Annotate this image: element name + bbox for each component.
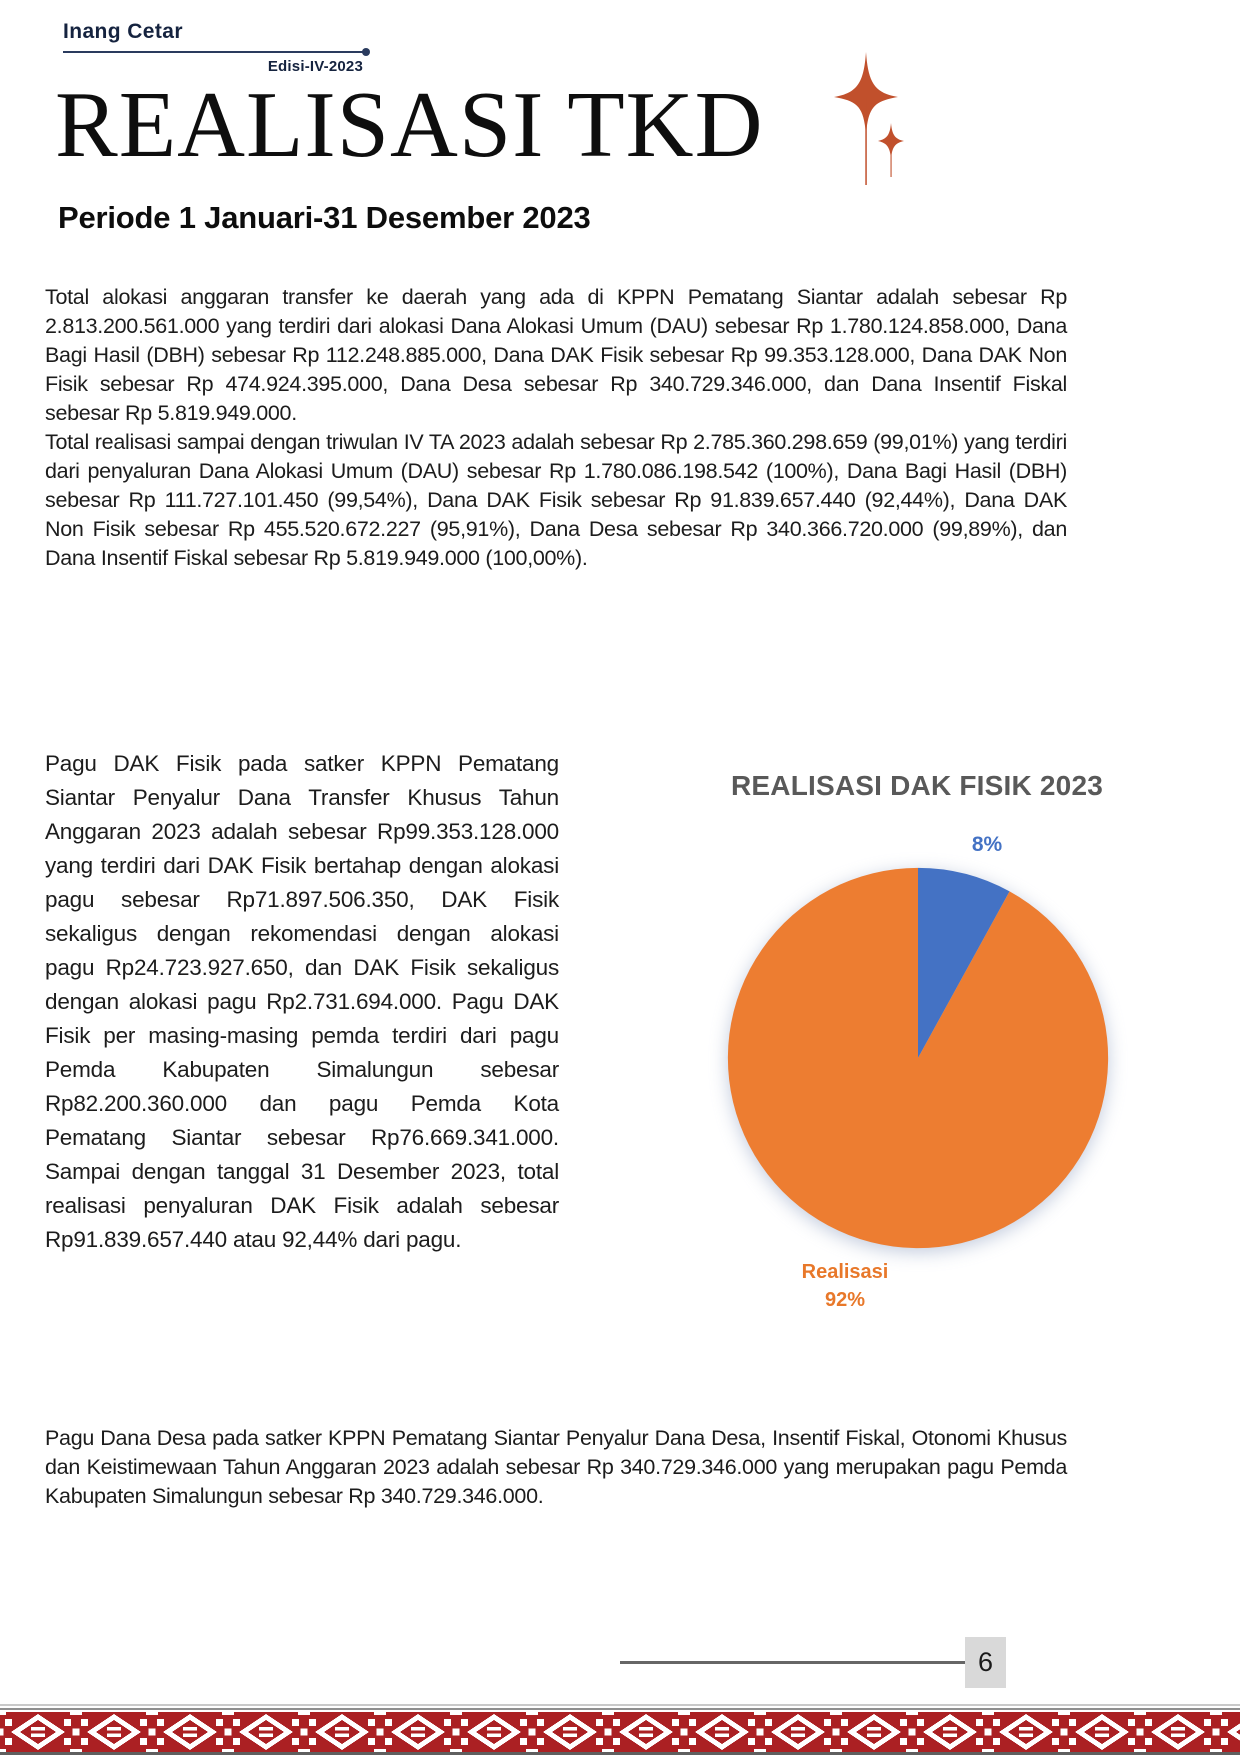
intro-section	[45, 283, 1067, 573]
footer-rule	[620, 1661, 966, 1664]
pie-chart-container	[724, 864, 1112, 1252]
pie-label-blue: 8%	[971, 833, 1003, 856]
pie-label-realisasi-line1: Realisasi	[801, 1261, 889, 1283]
dana-desa-paragraph: Pagu Dana Desa pada satker KPPN Pematang Siantar Penyalur Dana Desa, Insentif Fiskal, Otonomi Khusus dan Keistimewaan Tahun Anggaran 2023 adalah sebesar Rp 340.729.346.000 yang merupakan pagu Pemda Kabupaten Simalungun sebesar Rp 340.729.346.000.	[45, 1426, 1067, 1508]
pie-label-realisasi-line2: 92%	[824, 1289, 866, 1311]
dana-desa-section	[45, 1424, 1067, 1511]
period-subtitle: Periode 1 Januari-31 Desember 2023	[58, 200, 591, 235]
pie-label-realisasi	[790, 1258, 900, 1314]
dak-fisik-paragraph: Pagu DAK Fisik pada satker KPPN Pematang Siantar Penyalur Dana Transfer Khusus Tahun Anggaran 2023 adalah sebesar Rp99.353.128.000 yang terdiri dari DAK Fisik bertahap dengan alokasi pagu sebesar Rp71.897.506.350, DAK Fisik sekaligus dengan rekomendasi dengan alokasi pagu Rp24.723.927.650, dan DAK Fisik sekaligus dengan alokasi pagu Rp2.731.694.000. Pagu DAK Fisik per masing-masing pemda terdiri dari pagu Pemda Kabupaten Simalungun sebesar Rp82.200.360.000 dan pagu Pemda Kota Pematang Siantar sebesar Rp76.669.341.000. Sampai dengan tanggal 31 Desember 2023, total realisasi penyaluran DAK Fisik adalah sebesar Rp91.839.657.440 atau 92,44% dari pagu.	[45, 751, 559, 1252]
chart-title: REALISASI DAK FISIK 2023	[731, 770, 1103, 801]
ulos-border-band	[0, 1704, 1240, 1755]
edition-label: Edisi-IV-2023	[267, 58, 363, 75]
header-rule-dot	[362, 48, 370, 56]
ulos-pattern-icon	[0, 1712, 1240, 1752]
sparkle-icon	[820, 45, 920, 195]
header-rule	[63, 51, 364, 53]
page-number-badge	[965, 1637, 1006, 1688]
intro-paragraph-realization: Total realisasi sampai dengan triwulan IV TA 2023 adalah sebesar Rp 2.785.360.298.659 (99,01%) yang terdiri dari penyaluran Dana Alokasi Umum (DAU) sebesar Rp 1.780.086.198.542 (100%), Dana Bagi Hasil (DBH) sebesar Rp 111.727.101.450 (99,54%), Dana DAK Fisik sebesar Rp 91.839.657.440 (92,44%), Dana DAK Non Fisik sebesar Rp 455.520.672.227 (95,91%), Dana Desa sebesar Rp 340.366.720.000 (99,89%), dan Dana Insentif Fiskal sebesar Rp 5.819.949.000 (100,00%).	[45, 430, 1067, 570]
page-title: REALISASI TKD	[55, 73, 764, 177]
page-number: 6	[977, 1647, 994, 1677]
pie-chart	[724, 864, 1112, 1252]
intro-paragraph-allocation: Total alokasi anggaran transfer ke daerah yang ada di KPPN Pematang Siantar adalah sebesar Rp 2.813.200.561.000 yang terdiri dari alokasi Dana Alokasi Umum (DAU) sebesar Rp 1.780.124.858.000, Dana Bagi Hasil (DBH) sebesar Rp 112.248.885.000, Dana DAK Fisik sebesar Rp 99.353.128.000, Dana DAK Non Fisik sebesar Rp 474.924.395.000, Dana Desa sebesar Rp 340.729.346.000, dan Dana Insentif Fiskal sebesar Rp 5.819.949.000.	[45, 285, 1067, 425]
brand-title: Inang Cetar	[63, 20, 183, 43]
ulos-border-stripes	[0, 1704, 1240, 1712]
